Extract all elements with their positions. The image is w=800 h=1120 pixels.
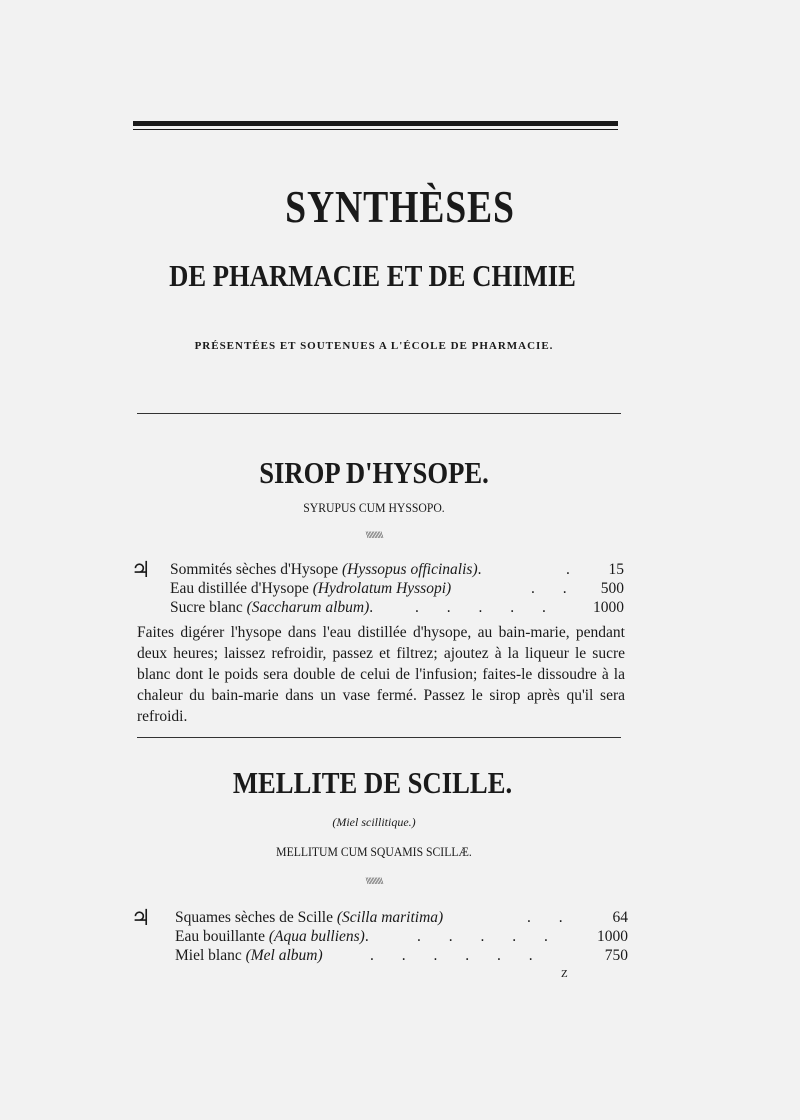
top-thin-rule [133, 129, 618, 130]
ingredient-name: Eau distillée d'Hysope [170, 580, 313, 597]
sirop-qty-2: 500 [600, 580, 624, 597]
mellite-ingredient-2 [175, 928, 369, 946]
ingredient-latin: (Aqua bulliens) [268, 928, 365, 945]
ingredient-latin: (Saccharum album) [246, 599, 370, 616]
leader-dots: . . [531, 580, 579, 597]
ingredient-latin: (Hyssopus officinalis) [341, 561, 478, 578]
ingredient-name: Sucre blanc [170, 599, 247, 616]
sirop-qty-3: 1000 [593, 599, 624, 616]
leader-dots: . . . . . [417, 928, 560, 945]
recipe-symbol-icon: ♃ [131, 905, 151, 930]
sirop-ingredient-3 [170, 599, 373, 617]
leader-dots: . . [527, 909, 575, 926]
mellite-qty-2: 1000 [597, 928, 628, 945]
leader-dots: . [566, 561, 582, 578]
signature-mark: Z [561, 968, 568, 980]
ingredient-name: Squames sèches de Scille [175, 909, 337, 926]
mellite-qty-1: 64 [612, 909, 628, 926]
ingredient-latin: (Hydrolatum Hyssopi) [312, 580, 452, 597]
mellite-title: MELLITE DE SCILLE. [232, 765, 513, 800]
presented-line: PRÉSENTÉES ET SOUTENUES A L'ÉCOLE DE PHARMACIE. [194, 340, 554, 352]
ingredient-latin: (Mel album) [245, 947, 323, 964]
ingredient-suffix: . [364, 928, 369, 945]
mellite-ingredient-3 [175, 947, 323, 965]
mellite-alt-name-text: (Miel scillitique.) [332, 815, 416, 829]
sirop-ingredient-1 [170, 561, 481, 579]
leader-dots: . . . . . [415, 599, 558, 616]
sirop-latin-name: SYRUPUS CUM HYSSOPO. [303, 500, 445, 515]
sirop-title: SIROP D'HYSOPE. [259, 455, 489, 490]
ingredient-suffix: . [477, 561, 482, 578]
mellite-ingredient-1 [175, 909, 443, 927]
sirop-instructions: Faites digérer l'hysope dans l'eau distillée d'hysope, au bain-marie, pendant deux heures; laissez refroidir, passez et filtrez; ajoutez à la liqueur le sucre blanc dont le poids sera double de celui de l'infusion; faites-le dissoudre à la chaleur du bain-marie dans un vase fermé. Passez le sirop après qu'il sera refroidi. [137, 624, 625, 725]
ingredient-suffix: . [369, 599, 374, 616]
sirop-ornament: \\\\\\\\\\\ [365, 530, 383, 540]
ingredient-latin: (Scilla maritima) [336, 909, 444, 926]
main-subtitle: DE PHARMACIE ET DE CHIMIE [169, 258, 576, 293]
leader-dots: . . . . . . [370, 947, 545, 964]
ingredient-name: Eau bouillante [175, 928, 269, 945]
section-divider [137, 413, 621, 414]
sirop-ingredient-2 [170, 580, 451, 598]
top-thick-rule [133, 121, 618, 126]
main-title: SYNTHÈSES [285, 181, 515, 232]
ingredient-name: Miel blanc [175, 947, 246, 964]
mellite-alt-name [0, 815, 748, 830]
recipe-symbol-icon: ♃ [131, 557, 151, 582]
mellite-latin-name: MELLITUM CUM SQUAMIS SCILLÆ. [276, 844, 472, 859]
sirop-qty-1: 15 [608, 561, 624, 578]
mellite-ornament: \\\\\\\\\\\ [365, 876, 383, 886]
ingredient-name: Sommités sèches d'Hysope [170, 561, 342, 578]
section-divider [137, 737, 621, 738]
mellite-qty-3: 750 [604, 947, 628, 964]
